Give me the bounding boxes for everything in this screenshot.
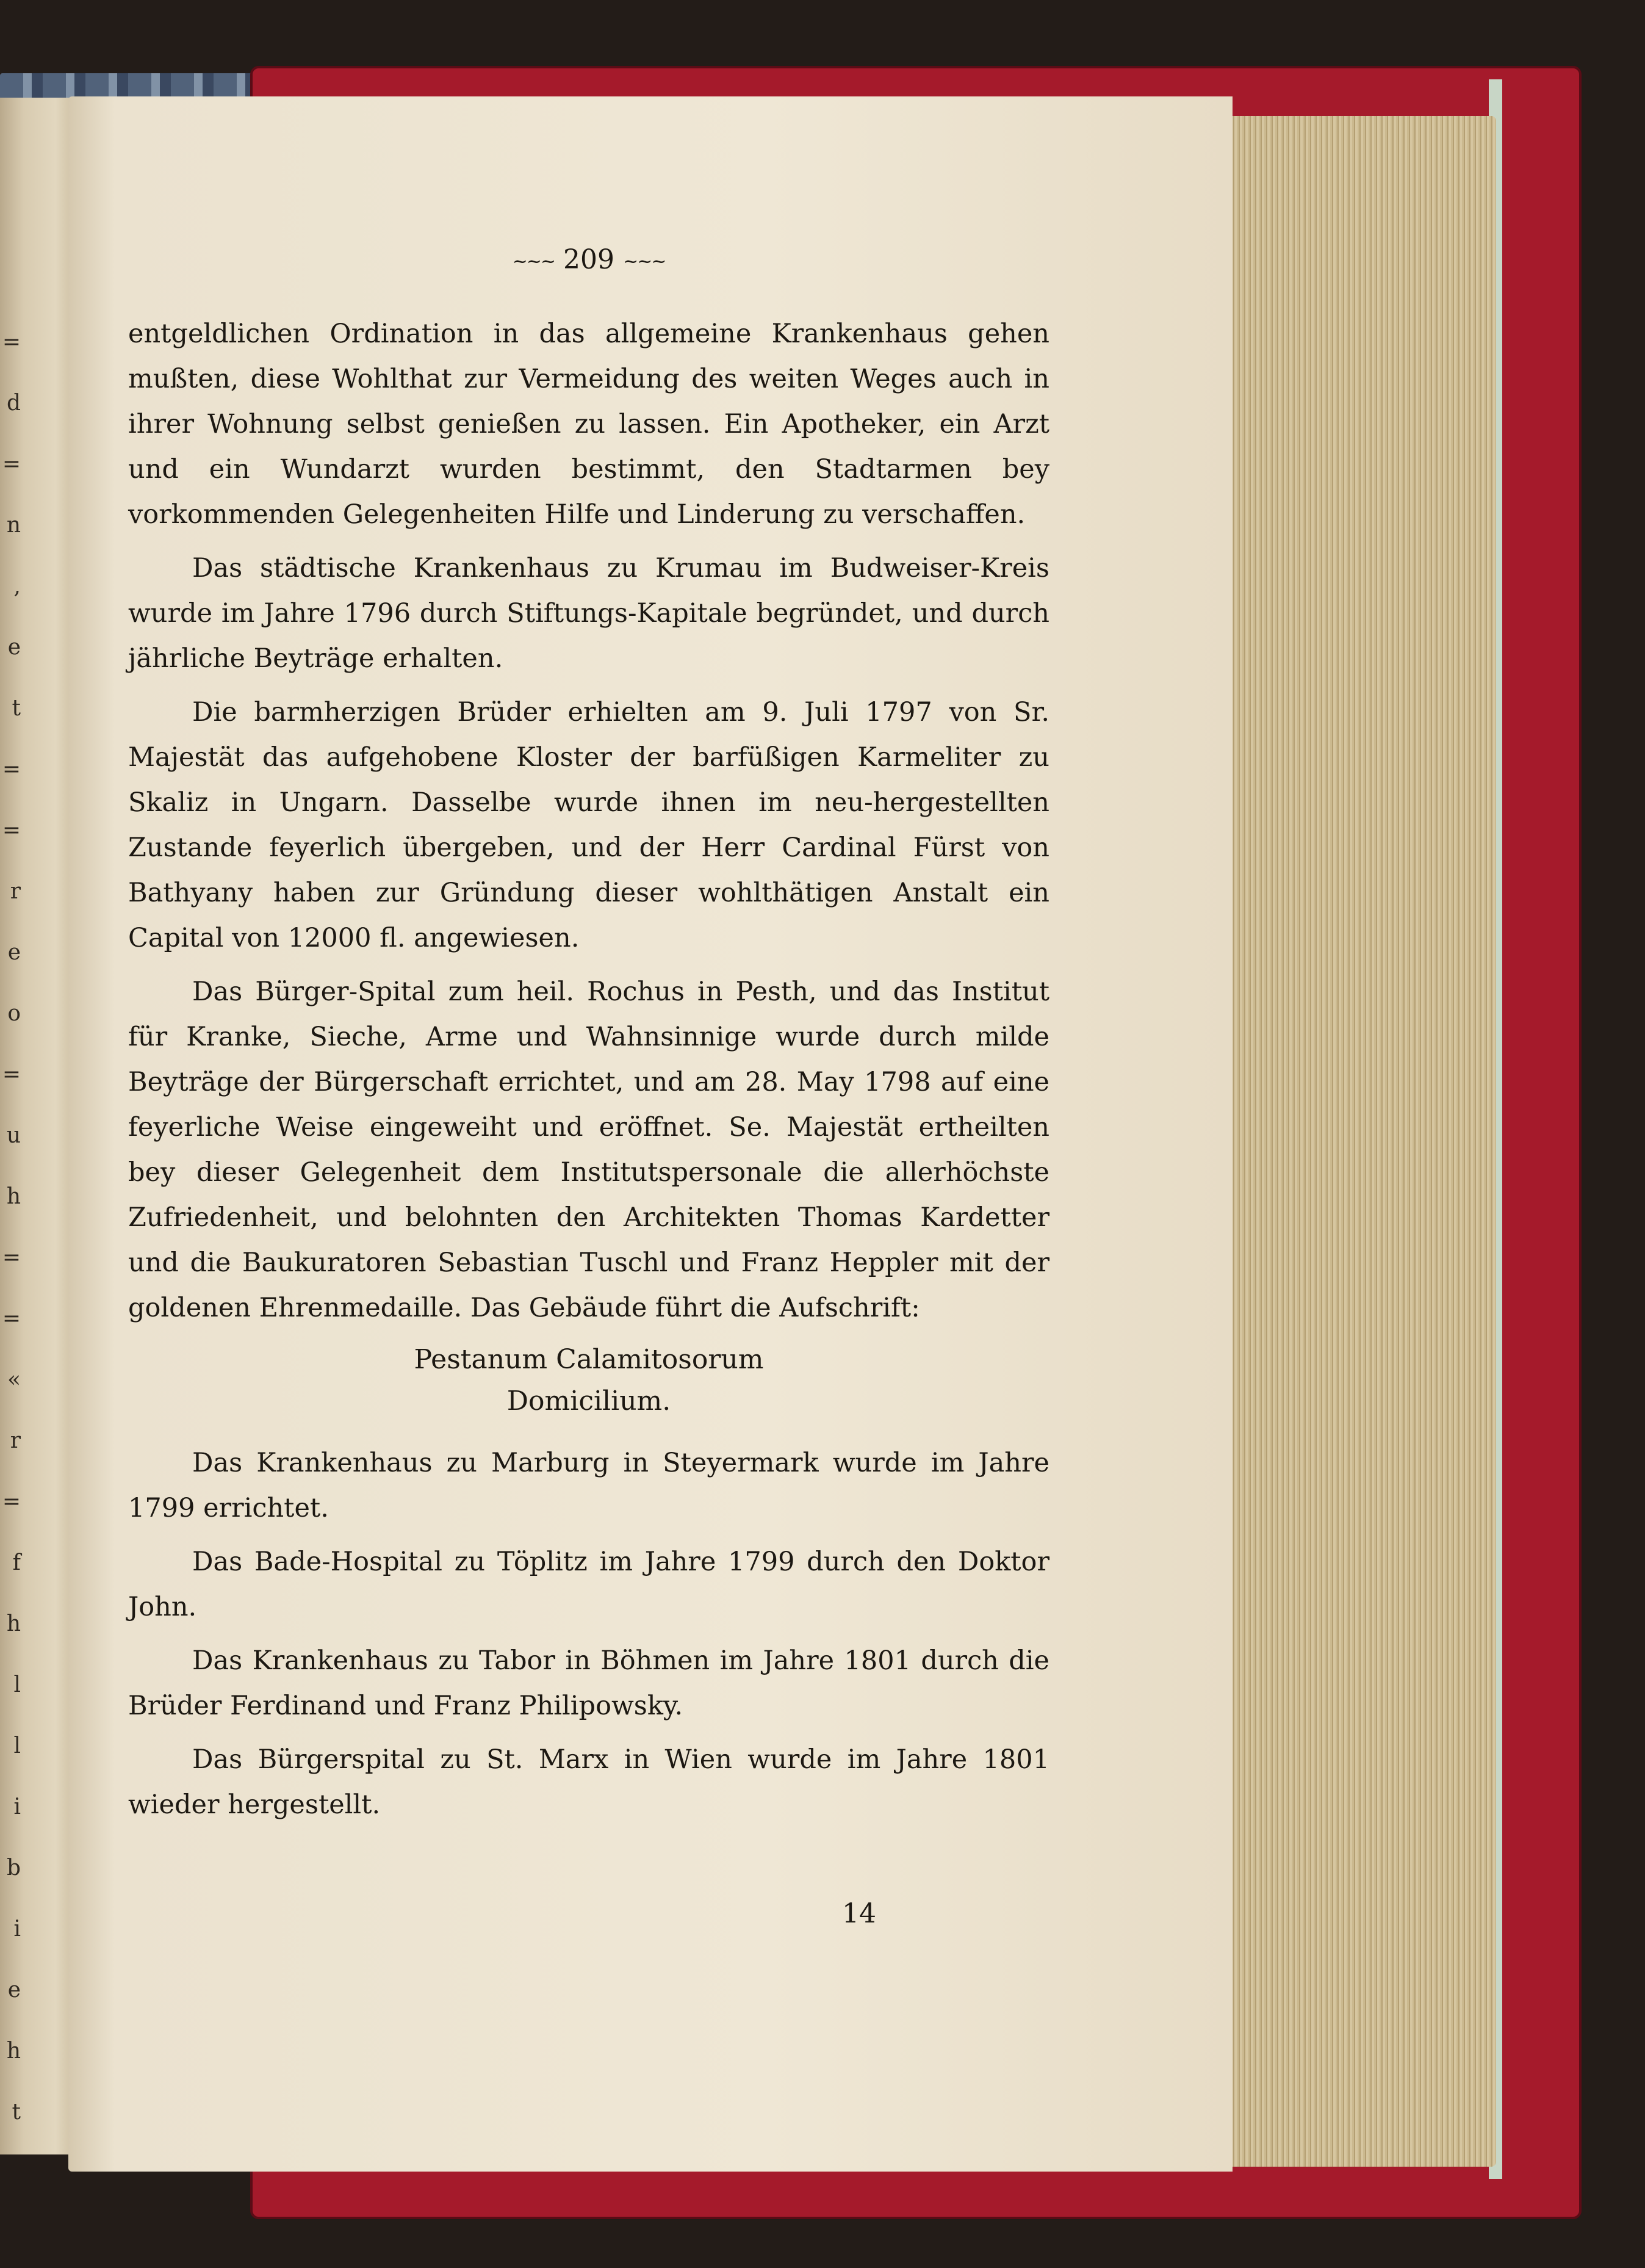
facing-page-fragment: r xyxy=(10,879,21,904)
page-edges xyxy=(1220,116,1496,2167)
facing-page-fragment: f xyxy=(12,1550,21,1575)
facing-page-fragment: = xyxy=(2,330,21,355)
inscription-line: Pestanum Calamitosorum xyxy=(414,1344,764,1375)
facing-page-fragment: r xyxy=(10,1428,21,1453)
paragraph: Das Krankenhaus zu Tabor in Böhmen im Jahre 1801 durch die Brüder Ferdinand und Franz Philipowsky. xyxy=(128,1645,1049,1721)
facing-page-fragment: = xyxy=(2,1245,21,1270)
facing-page-fragment: = xyxy=(2,1306,21,1331)
facing-page-fragment: = xyxy=(2,1489,21,1514)
facing-page-fragment: = xyxy=(2,818,21,843)
facing-page-fragment: = xyxy=(2,757,21,782)
facing-page-fragment: t xyxy=(12,2100,21,2125)
ornament-left: ~~~ xyxy=(512,251,555,272)
facing-page-fragment: i xyxy=(13,1916,21,1941)
page-body xyxy=(128,311,1049,1836)
facing-page-fragment: e xyxy=(7,635,21,660)
facing-page-fragment: = xyxy=(2,452,21,477)
facing-page-fragment: t xyxy=(12,696,21,721)
paragraph: Das Krankenhaus zu Marburg in Steyermark wurde im Jahre 1799 errichtet. xyxy=(128,1448,1049,1523)
facing-page-fragment: h xyxy=(6,1611,21,1636)
facing-page-fragment: u xyxy=(6,1123,21,1148)
ornament-right: ~~~ xyxy=(622,251,666,272)
facing-page-fragment: o xyxy=(7,1001,21,1026)
facing-page-fragment: = xyxy=(2,1062,21,1087)
facing-page-fragment: e xyxy=(7,1977,21,2003)
facing-page-fragment: , xyxy=(13,574,21,599)
facing-page-fragment: e xyxy=(7,940,21,965)
facing-page-fragment: d xyxy=(6,391,21,416)
left-page xyxy=(0,98,79,2154)
paragraph: Das städtische Krankenhaus zu Krumau im Budweiser-Kreis wurde im Jahre 1796 durch Stiftungs-Kapitale begründet, und durch jährliche Beyträge erhalten. xyxy=(128,553,1049,674)
paragraph: entgeldlichen Ordination in das allgemeine Krankenhaus gehen mußten, diese Wohlthat zur Vermeidung des weiten Weges auch in ihrer Wohnung selbst genießen zu lassen. Ein Apotheker, ein Arzt und ein Wundarzt wurden bestimmt, den Stadtarmen bey vorkommenden Gelegenheiten Hilfe und Linderung zu verschaffen. xyxy=(128,319,1049,530)
paragraph: Das Bade-Hospital zu Töplitz im Jahre 1799 durch den Doktor John. xyxy=(128,1547,1049,1622)
page-number: 209 xyxy=(563,244,614,275)
paragraph: Das Bürgerspital zu St. Marx in Wien wurde im Jahre 1801 wieder hergestellt. xyxy=(128,1744,1049,1820)
signature-mark: 14 xyxy=(842,1898,876,1929)
facing-page-fragment: n xyxy=(6,513,21,538)
facing-page-fragment: l xyxy=(13,1733,21,1758)
paragraph: Die barmherzigen Brüder erhielten am 9. Juli 1797 von Sr. Majestät das aufgehobene Kloster der barfüßigen Karmeliter zu Skaliz in Ungarn. Dasselbe wurde ihnen im neu-hergestellten Zustande feyerlich übergeben, und der Herr Cardinal Fürst von Bathyany haben zur Gründung dieser wohlthätigen Anstalt ein Capital von 12000 fl. angewiesen. xyxy=(128,697,1049,953)
facing-page-fragment: h xyxy=(6,1184,21,1209)
inscription-line: Domicilium. xyxy=(506,1385,671,1417)
facing-page-fragment: h xyxy=(6,2039,21,2064)
facing-page-fragment: l xyxy=(13,1672,21,1697)
facing-page-fragment: i xyxy=(13,1794,21,1819)
page-header xyxy=(128,244,1049,275)
facing-page-fragment: b xyxy=(6,1855,21,1880)
inscription xyxy=(128,1339,1049,1422)
facing-page-fragment: « xyxy=(7,1367,21,1392)
paragraph: Das Bürger-Spital zum heil. Rochus in Pesth, und das Institut für Kranke, Sieche, Arme und Wahnsinnige wurde durch milde Beyträge der Bürgerschaft errichtet, und am 28. May 1798 auf eine feyerliche Weise eingeweiht und eröffnet. Se. Majestät ertheilten bey dieser Gelegenheit dem Institutspersonale die allerhöchste Zufriedenheit, und belohnten den Architekten Thomas Kardetter und die Baukuratoren Sebastian Tuschl und Franz Heppler mit der goldenen Ehrenmedaille. Das Gebäude führt die Aufschrift: xyxy=(128,977,1049,1323)
